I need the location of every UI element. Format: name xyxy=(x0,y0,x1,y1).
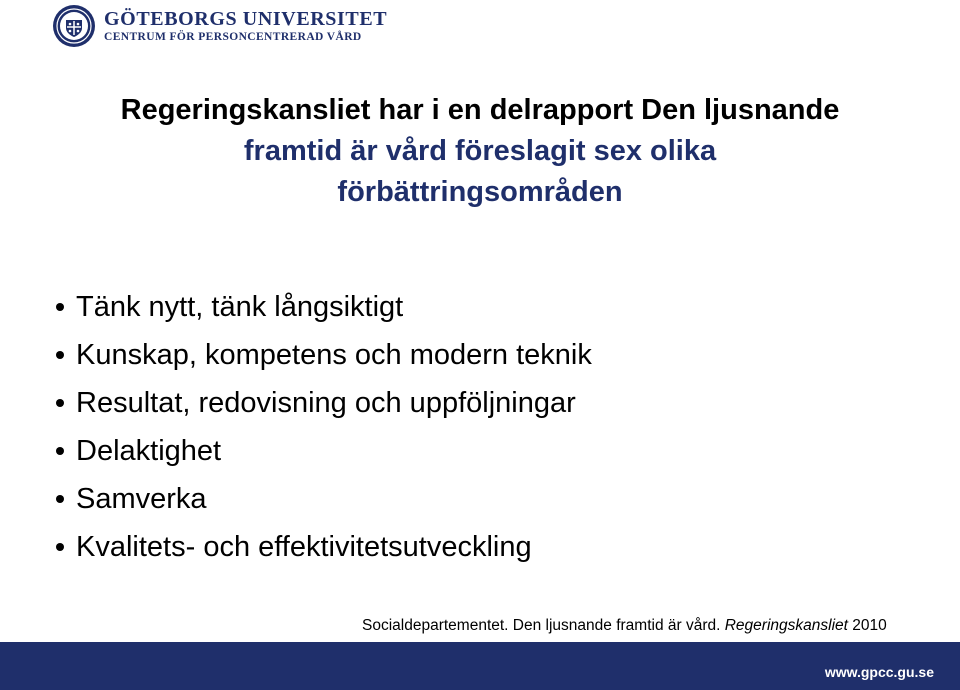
bullet-text: Tänk nytt, tänk långsiktigt xyxy=(76,291,404,323)
bullet-dot-icon xyxy=(56,495,64,503)
bullet-item xyxy=(56,427,592,475)
organization-name xyxy=(104,8,387,44)
bullet-item xyxy=(56,331,592,379)
centre-name: CENTRUM FÖR PERSONCENTRERAD VÅRD xyxy=(104,31,362,43)
bullet-dot-icon xyxy=(56,543,64,551)
bullet-text: Kunskap, kompetens och modern teknik xyxy=(76,339,592,371)
source-citation xyxy=(362,617,887,635)
bullet-text: Resultat, redovisning och uppföljningar xyxy=(76,387,576,419)
slide-title xyxy=(40,90,920,213)
bullet-item xyxy=(56,475,592,523)
bullet-text: Kvalitets- och effektivitetsutveckling xyxy=(76,531,532,563)
bullet-item xyxy=(56,523,592,571)
source-publisher: Regeringskansliet xyxy=(724,617,848,634)
website-url: www.gpcc.gu.se xyxy=(824,664,934,680)
title-line-3: förbättringsområden xyxy=(337,176,623,208)
title-line-2: framtid är vård föreslagit sex olika xyxy=(243,135,717,167)
bullet-dot-icon xyxy=(56,303,64,311)
source-year: 2010 xyxy=(847,617,887,634)
bullet-dot-icon xyxy=(56,351,64,359)
bullet-text: Samverka xyxy=(76,483,207,515)
title-line-1: Regeringskansliet har i en delrapport Den ljusnande xyxy=(120,94,840,126)
source-text: Socialdepartementet. Den ljusnande framtid är vård. xyxy=(362,617,725,634)
footer-bar xyxy=(0,642,960,690)
bullet-text: Delaktighet xyxy=(76,435,222,467)
bullet-item xyxy=(56,379,592,427)
bullet-dot-icon xyxy=(56,399,64,407)
bullet-dot-icon xyxy=(56,447,64,455)
university-name: GÖTEBORGS UNIVERSITET xyxy=(104,8,388,30)
bullet-item xyxy=(56,283,592,331)
header xyxy=(52,4,387,48)
university-seal-icon xyxy=(52,4,96,48)
bullet-list xyxy=(56,283,592,571)
